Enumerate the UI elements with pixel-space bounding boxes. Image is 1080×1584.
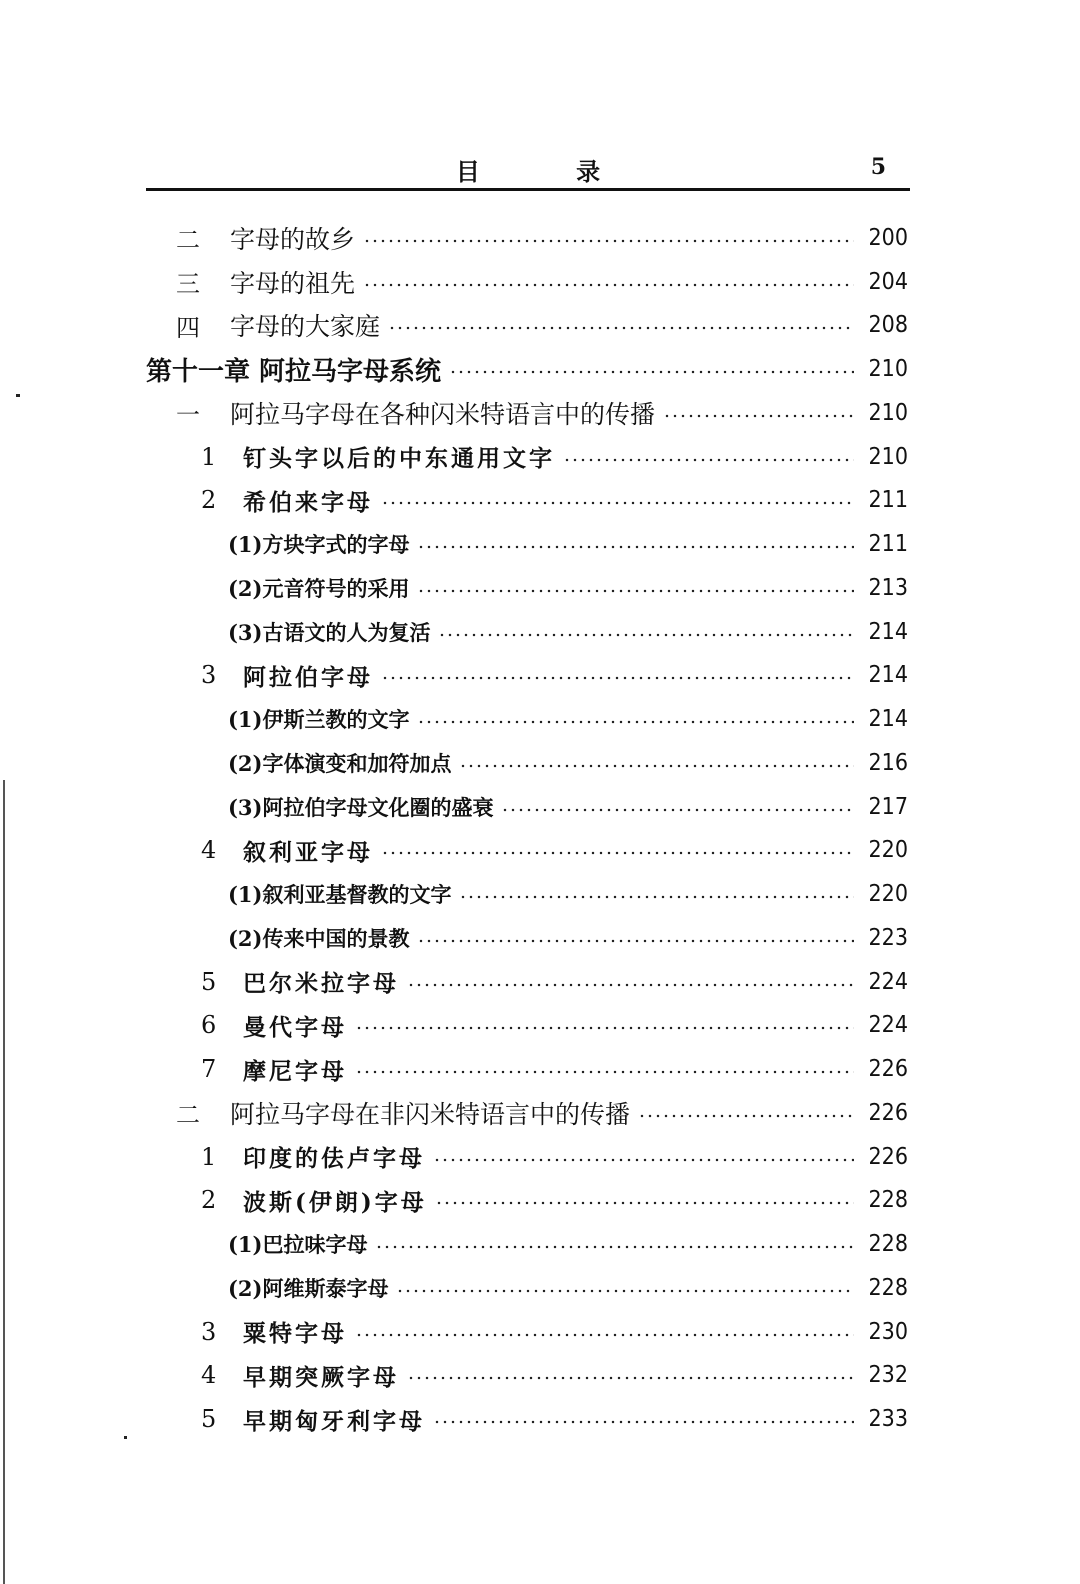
toc-entry [146, 260, 910, 304]
toc-entry [146, 829, 910, 873]
toc-entry-title: (1)伊斯兰教的文字 [228, 707, 410, 733]
toc-entry [146, 1354, 910, 1398]
dot-leader [417, 589, 854, 593]
dot-leader [396, 1289, 854, 1293]
toc-entry-page: 233 [868, 1406, 908, 1433]
scan-mark [124, 1436, 127, 1439]
toc-entry-title: (1)方块字式的字母 [228, 532, 410, 558]
toc-entry [146, 1397, 910, 1441]
toc-entry [146, 741, 910, 785]
toc-entry-number: 3 [201, 661, 217, 690]
toc-entry-number: 4 [201, 1361, 217, 1390]
dot-leader [459, 764, 854, 768]
toc-entry [146, 1135, 910, 1179]
toc-entry-page: 213 [868, 574, 908, 601]
toc-entry-title: 阿拉伯字母 [243, 663, 373, 691]
toc-entry-number: 1 [201, 1142, 217, 1171]
dot-leader [449, 370, 854, 374]
toc-entry-page: 217 [868, 793, 908, 820]
toc-entry [146, 785, 910, 829]
running-header [146, 148, 910, 188]
toc-entry [146, 435, 910, 479]
toc-entry-title: (3)古语文的人为复活 [228, 619, 431, 645]
toc-entry-title: (1)叙利亚基督教的文字 [228, 882, 452, 908]
toc-entry-title: 钉头字以后的中东通用文字 [243, 445, 555, 473]
toc-entry-number: 二 [176, 226, 200, 255]
header-title: 目 录 [455, 157, 645, 186]
toc-entry [146, 610, 910, 654]
toc-entry-title: (3)阿拉伯字母文化圈的盛衰 [228, 794, 494, 820]
toc-entry-title: 粟特字母 [243, 1320, 347, 1348]
toc-entry-title: 第十一章 阿拉马字母系统 [146, 356, 442, 387]
toc-entry-page: 223 [868, 924, 908, 951]
toc-entry-title: 字母的故乡 [230, 224, 356, 254]
toc-entry-number: 1 [201, 442, 217, 471]
toc-entry-title: 早期匈牙利字母 [243, 1407, 425, 1435]
toc-entry-number: 6 [201, 1011, 217, 1040]
toc-entry-title: (2)元音符号的采用 [228, 575, 410, 601]
dot-leader [417, 720, 854, 724]
dot-leader [433, 1158, 854, 1162]
scan-edge-line [3, 780, 5, 1584]
dot-leader [407, 1376, 854, 1380]
toc-entry [146, 391, 910, 435]
toc-entry-number: 三 [176, 270, 200, 299]
toc-entry [146, 1222, 910, 1266]
toc-entry-page: 232 [868, 1362, 908, 1389]
dot-leader [433, 1420, 854, 1424]
toc-entry-page: 204 [868, 268, 908, 295]
toc-entry-page: 214 [868, 662, 908, 689]
toc-entry-page: 214 [868, 618, 908, 645]
toc-entry-page: 208 [868, 312, 908, 339]
dot-leader [355, 1333, 854, 1337]
toc-entry-page: 200 [868, 224, 908, 251]
toc-entry-number: 5 [201, 967, 217, 996]
toc-entry [146, 347, 910, 391]
toc-entry [146, 697, 910, 741]
toc-entry-number: 二 [176, 1101, 200, 1130]
toc-entry [146, 1004, 910, 1048]
toc-entry-title: 叙利亚字母 [243, 838, 373, 866]
header-page-number: 5 [870, 154, 886, 180]
dot-leader [381, 501, 854, 505]
toc-entry [146, 522, 910, 566]
toc-entry-page: 210 [868, 443, 908, 470]
toc-entry-page: 211 [868, 531, 908, 558]
toc-entry-title: (1)巴拉味字母 [228, 1232, 368, 1258]
dot-leader [563, 458, 854, 462]
toc-entry-title: 摩尼字母 [243, 1057, 347, 1085]
dot-leader [407, 983, 854, 987]
toc-entry-title: (2)阿维斯泰字母 [228, 1275, 389, 1301]
toc-entry-page: 216 [868, 749, 908, 776]
toc-entry [146, 566, 910, 610]
toc-entry-number: 3 [201, 1317, 217, 1346]
toc-entry [146, 479, 910, 523]
toc-entry-page: 228 [868, 1187, 908, 1214]
dot-leader [388, 326, 854, 330]
toc-entry-page: 210 [868, 399, 908, 426]
table-of-contents [146, 216, 910, 1441]
toc-entry [146, 1266, 910, 1310]
toc-entry [146, 1179, 910, 1223]
toc-entry-page: 224 [868, 968, 908, 995]
toc-entry-title: 字母的大家庭 [230, 312, 381, 342]
toc-entry [146, 654, 910, 698]
dot-leader [663, 414, 854, 418]
toc-entry-title: (2)字体演变和加符加点 [228, 750, 452, 776]
toc-entry-page: 211 [868, 487, 908, 514]
toc-entry-page: 224 [868, 1012, 908, 1039]
scan-mark [16, 394, 20, 397]
toc-entry [146, 1047, 910, 1091]
toc-entry-page: 226 [868, 1143, 908, 1170]
toc-entry [146, 960, 910, 1004]
dot-leader [375, 1245, 854, 1249]
dot-leader [501, 808, 854, 812]
dot-leader [355, 1026, 854, 1030]
toc-entry [146, 304, 910, 348]
toc-entry-title: 印度的佉卢字母 [243, 1145, 425, 1173]
toc-entry-page: 228 [868, 1274, 908, 1301]
toc-entry-title: 曼代字母 [243, 1013, 347, 1041]
toc-entry-number: 7 [201, 1055, 217, 1084]
dot-leader [381, 851, 854, 855]
toc-entry-number: 2 [201, 486, 217, 515]
toc-entry-title: 阿拉马字母在各种闪米特语言中的传播 [230, 399, 656, 429]
toc-entry-title: 阿拉马字母在非闪米特语言中的传播 [230, 1099, 631, 1129]
toc-entry-page: 228 [868, 1231, 908, 1258]
toc-entry-page: 214 [868, 706, 908, 733]
toc-entry-page: 220 [868, 837, 908, 864]
toc-entry-page: 220 [868, 881, 908, 908]
dot-leader [363, 283, 854, 287]
toc-entry-page: 230 [868, 1318, 908, 1345]
dot-leader [355, 1070, 854, 1074]
toc-entry-page: 226 [868, 1056, 908, 1083]
dot-leader [438, 633, 854, 637]
toc-entry-number: 5 [201, 1405, 217, 1434]
toc-entry [146, 216, 910, 260]
toc-entry-page: 226 [868, 1099, 908, 1126]
toc-entry-title: 巴尔米拉字母 [243, 970, 399, 998]
toc-entry-title: 早期突厥字母 [243, 1363, 399, 1391]
dot-leader [435, 1201, 854, 1205]
toc-entry [146, 916, 910, 960]
toc-entry-title: (2)传来中国的景教 [228, 925, 410, 951]
dot-leader [459, 895, 854, 899]
toc-entry-title: 字母的祖先 [230, 268, 356, 298]
dot-leader [381, 676, 854, 680]
toc-entry-number: 2 [201, 1186, 217, 1215]
toc-entry [146, 1091, 910, 1135]
dot-leader [638, 1114, 854, 1118]
toc-entry-page: 210 [868, 356, 908, 383]
header-rule [146, 188, 910, 191]
dot-leader [417, 939, 854, 943]
toc-entry-number: 4 [201, 836, 217, 865]
dot-leader [363, 239, 854, 243]
toc-entry-title: 希伯来字母 [243, 488, 373, 516]
toc-entry-number: 一 [176, 401, 200, 430]
toc-entry-title: 波斯(伊朗)字母 [243, 1188, 427, 1216]
toc-entry-number: 四 [176, 313, 200, 342]
dot-leader [417, 545, 854, 549]
toc-entry [146, 1310, 910, 1354]
toc-entry [146, 872, 910, 916]
